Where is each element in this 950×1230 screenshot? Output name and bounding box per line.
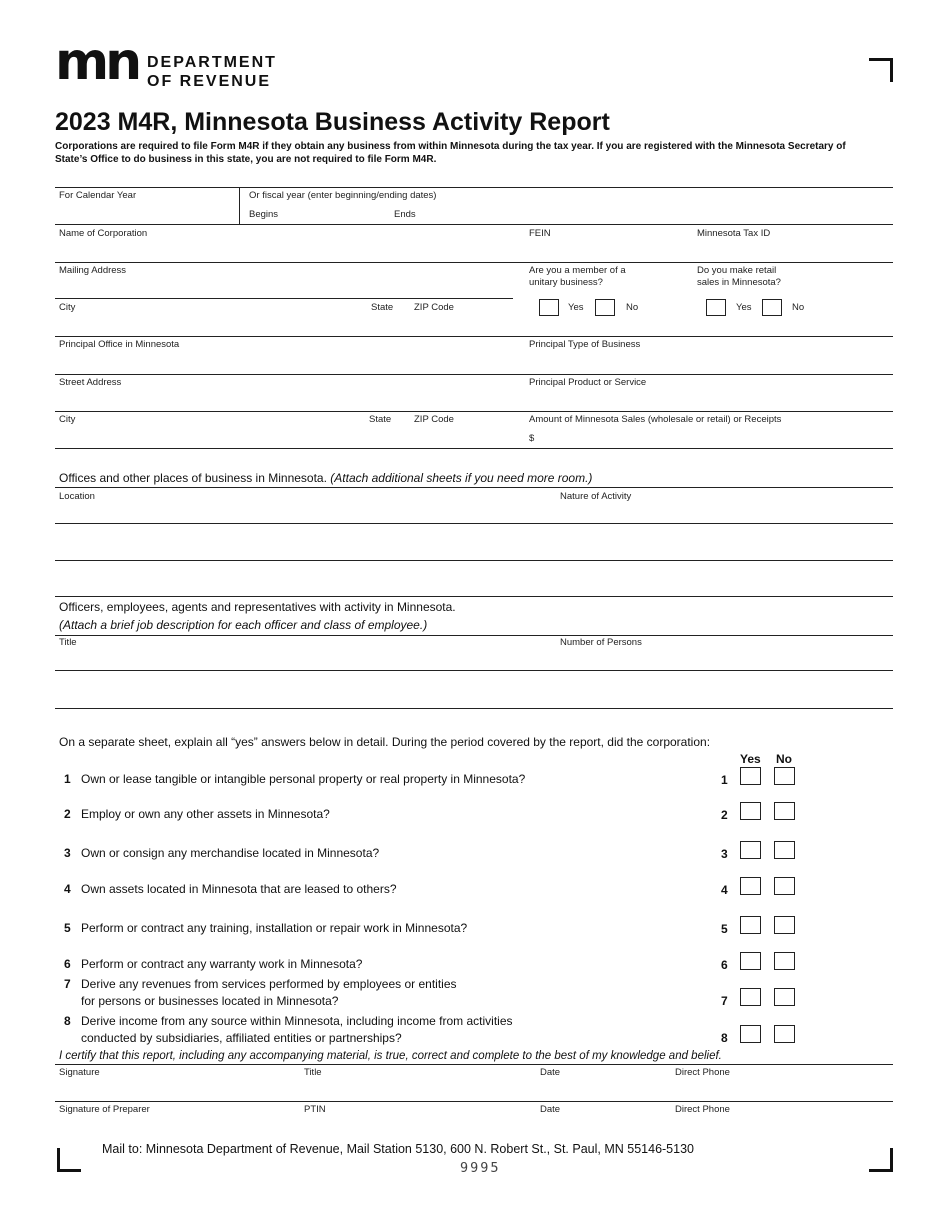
q3-no-checkbox[interactable] bbox=[774, 841, 795, 859]
corp-name-label: Name of Corporation bbox=[59, 228, 148, 239]
question-text: Own or lease tangible or intangible personal property or real property in Minnesota? bbox=[81, 772, 526, 786]
fiscal-year-label: Or fiscal year (enter beginning/ending dates) bbox=[249, 190, 437, 201]
corner-mark-top-right bbox=[869, 58, 893, 82]
date-label: Date bbox=[540, 1067, 561, 1078]
retail-yes-checkbox[interactable] bbox=[706, 299, 726, 316]
sales-amount-label: Amount of Minnesota Sales (wholesale or retail) or Receipts bbox=[529, 414, 782, 425]
state-label: State bbox=[371, 302, 394, 313]
begins-label: Begins bbox=[249, 209, 279, 220]
dept-line-2: OF REVENUE bbox=[147, 73, 272, 90]
mailing-address-label: Mailing Address bbox=[59, 265, 127, 276]
dollar-sign: $ bbox=[529, 433, 535, 444]
question-ref: 4 bbox=[721, 883, 728, 897]
certify-statement: I certify that this report, including any accompanying material, is true, correct and complete to the best of my knowledge and belief. bbox=[59, 1050, 722, 1062]
q8-no-checkbox[interactable] bbox=[774, 1025, 795, 1043]
question-number: 8 bbox=[64, 1014, 71, 1028]
ends-label: Ends bbox=[394, 209, 416, 220]
form-code: 9995 bbox=[460, 1160, 501, 1176]
officers-heading-note: (Attach a brief job description for each officer and class of employee.) bbox=[59, 618, 428, 632]
calendar-year-label: For Calendar Year bbox=[59, 190, 137, 201]
retail-yes-label: Yes bbox=[736, 302, 752, 313]
title-label: Title bbox=[304, 1067, 322, 1078]
question-text: Perform or contract any training, installation or repair work in Minnesota? bbox=[81, 921, 468, 935]
principal-product-label: Principal Product or Service bbox=[529, 377, 647, 388]
question-number: 6 bbox=[64, 957, 71, 971]
zip-label: ZIP Code bbox=[414, 302, 454, 313]
question-ref: 6 bbox=[721, 958, 728, 972]
officers-heading: Officers, employees, agents and representatives with activity in Minnesota. bbox=[59, 600, 456, 614]
dept-line-1: DEPARTMENT bbox=[147, 54, 277, 71]
retail-question: Do you make retail sales in Minnesota? bbox=[697, 265, 781, 288]
retail-no-checkbox[interactable] bbox=[762, 299, 782, 316]
city-label-2: City bbox=[59, 414, 76, 425]
corner-mark-bottom-left bbox=[57, 1148, 81, 1172]
city-label: City bbox=[59, 302, 76, 313]
question-ref: 8 bbox=[721, 1031, 728, 1045]
corner-mark-bottom-right bbox=[869, 1148, 893, 1172]
principal-office-label: Principal Office in Minnesota bbox=[59, 339, 180, 350]
unitary-no-checkbox[interactable] bbox=[595, 299, 615, 316]
question-text-line-2: for persons or businesses located in Minnesota? bbox=[81, 994, 339, 1008]
q3-yes-checkbox[interactable] bbox=[740, 841, 761, 859]
signature-label: Signature bbox=[59, 1067, 100, 1078]
q7-no-checkbox[interactable] bbox=[774, 988, 795, 1006]
question-number: 2 bbox=[64, 807, 71, 821]
yes-column-header: Yes bbox=[740, 752, 761, 766]
question-number: 7 bbox=[64, 977, 71, 991]
question-number: 4 bbox=[64, 882, 71, 896]
question-text-line-2: conducted by subsidiaries, affiliated entities or partnerships? bbox=[81, 1031, 402, 1045]
question-ref: 7 bbox=[721, 994, 728, 1008]
question-text: Own or consign any merchandise located in Minnesota? bbox=[81, 846, 380, 860]
q6-yes-checkbox[interactable] bbox=[740, 952, 761, 970]
q6-no-checkbox[interactable] bbox=[774, 952, 795, 970]
question-number: 1 bbox=[64, 772, 71, 786]
question-text: Employ or own any other assets in Minnesota? bbox=[81, 807, 330, 821]
q2-yes-checkbox[interactable] bbox=[740, 802, 761, 820]
q1-no-checkbox[interactable] bbox=[774, 767, 795, 785]
q1-yes-checkbox[interactable] bbox=[740, 767, 761, 785]
phone-label-2: Direct Phone bbox=[675, 1104, 730, 1115]
phone-label: Direct Phone bbox=[675, 1067, 730, 1078]
ptin-label: PTIN bbox=[304, 1104, 326, 1115]
unitary-no-label: No bbox=[626, 302, 639, 313]
preparer-signature-label: Signature of Preparer bbox=[59, 1104, 150, 1115]
mn-tax-id-label: Minnesota Tax ID bbox=[697, 228, 771, 239]
offices-heading: Offices and other places of business in Minnesota. (Attach additional sheets if you need more room.) bbox=[59, 471, 593, 485]
officer-title-label: Title bbox=[59, 637, 77, 648]
q4-yes-checkbox[interactable] bbox=[740, 877, 761, 895]
unitary-yes-checkbox[interactable] bbox=[539, 299, 559, 316]
q5-yes-checkbox[interactable] bbox=[740, 916, 761, 934]
question-number: 5 bbox=[64, 921, 71, 935]
retail-no-label: No bbox=[792, 302, 805, 313]
intro-text: Corporations are required to file Form M4R if they obtain any business from within Minnesota during the tax year. If you are registered with the Minnesota Secretary of State’s Office to do business in this state, you are not required to file Form M4R. bbox=[55, 141, 846, 165]
zip-label-2: ZIP Code bbox=[414, 414, 454, 425]
q4-no-checkbox[interactable] bbox=[774, 877, 795, 895]
question-ref: 2 bbox=[721, 808, 728, 822]
principal-type-label: Principal Type of Business bbox=[529, 339, 641, 350]
mn-logo-mark: mn bbox=[55, 32, 139, 92]
unitary-question: Are you a member of a unitary business? bbox=[529, 265, 626, 288]
persons-label: Number of Persons bbox=[560, 637, 642, 648]
question-number: 3 bbox=[64, 846, 71, 860]
fein-label: FEIN bbox=[529, 228, 551, 239]
location-label: Location bbox=[59, 491, 95, 502]
state-label-2: State bbox=[369, 414, 392, 425]
question-text: Derive income from any source within Minnesota, including income from activities bbox=[81, 1014, 513, 1028]
q7-yes-checkbox[interactable] bbox=[740, 988, 761, 1006]
question-ref: 1 bbox=[721, 773, 728, 787]
question-ref: 5 bbox=[721, 922, 728, 936]
date-label-2: Date bbox=[540, 1104, 561, 1115]
question-ref: 3 bbox=[721, 847, 728, 861]
question-text: Perform or contract any warranty work in Minnesota? bbox=[81, 957, 363, 971]
unitary-yes-label: Yes bbox=[568, 302, 584, 313]
mail-to: Mail to: Minnesota Department of Revenue, Mail Station 5130, 600 N. Robert St., St. Paul, MN 55146-5130 bbox=[102, 1142, 694, 1156]
q2-no-checkbox[interactable] bbox=[774, 802, 795, 820]
nature-label: Nature of Activity bbox=[560, 491, 632, 502]
street-address-label: Street Address bbox=[59, 377, 122, 388]
question-text: Own assets located in Minnesota that are leased to others? bbox=[81, 882, 397, 896]
question-text: Derive any revenues from services performed by employees or entities bbox=[81, 977, 457, 991]
no-column-header: No bbox=[776, 752, 792, 766]
q8-yes-checkbox[interactable] bbox=[740, 1025, 761, 1043]
questions-intro: On a separate sheet, explain all “yes” answers below in detail. During the period covered by the report, did the corporation: bbox=[59, 735, 711, 749]
q5-no-checkbox[interactable] bbox=[774, 916, 795, 934]
page-title: 2023 M4R, Minnesota Business Activity Report bbox=[55, 108, 610, 136]
